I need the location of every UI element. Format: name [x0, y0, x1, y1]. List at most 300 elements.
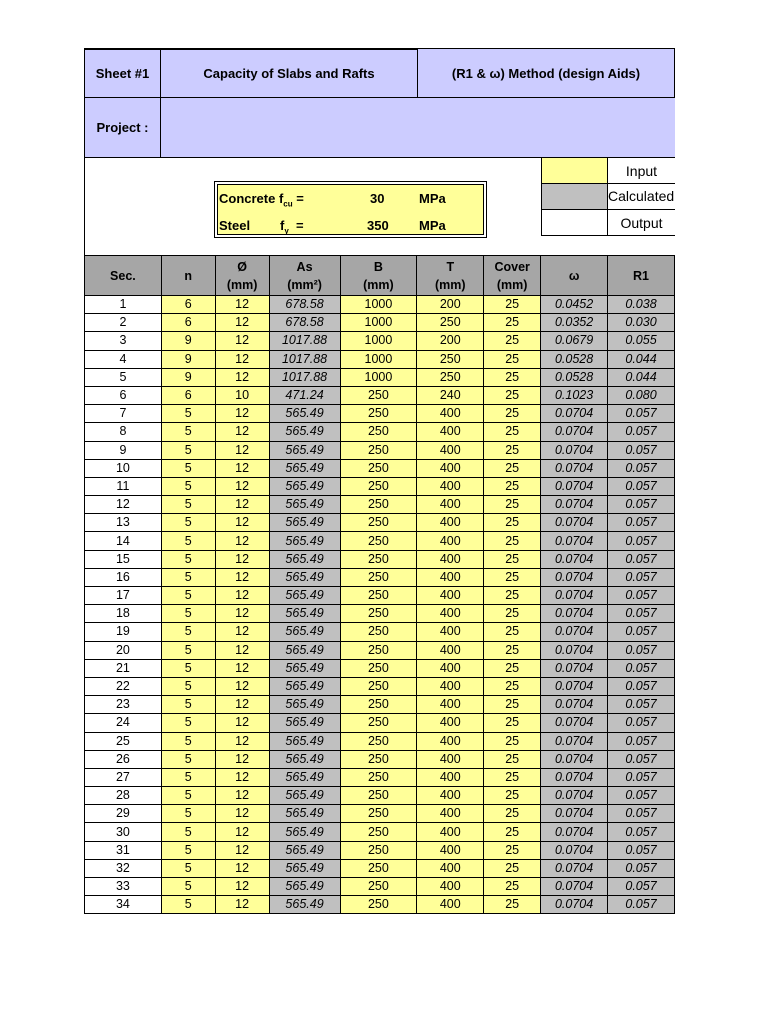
cell-cover[interactable]: 25 [484, 823, 541, 841]
cell-sec[interactable]: 8 [85, 423, 162, 441]
cell-cover[interactable]: 25 [484, 423, 541, 441]
cell-t[interactable]: 400 [417, 859, 484, 877]
cell-t[interactable]: 400 [417, 805, 484, 823]
cell-sec[interactable]: 15 [85, 550, 162, 568]
cell-sec[interactable]: 11 [85, 477, 162, 495]
cell-as[interactable]: 565.49 [269, 696, 340, 714]
cell-t[interactable]: 400 [417, 587, 484, 605]
cell-n[interactable]: 5 [161, 750, 215, 768]
cell-r1[interactable]: 0.030 [608, 314, 675, 332]
cell-omega[interactable]: 0.0704 [541, 732, 608, 750]
cell-cover[interactable]: 25 [484, 550, 541, 568]
cell-sec[interactable]: 17 [85, 587, 162, 605]
cell-cover[interactable]: 25 [484, 787, 541, 805]
col-header-n[interactable]: n [161, 256, 215, 296]
cell-n[interactable]: 5 [161, 605, 215, 623]
cell-omega[interactable]: 0.0704 [541, 805, 608, 823]
cell-b[interactable]: 250 [340, 405, 417, 423]
cell-sec[interactable]: 3 [85, 332, 162, 350]
cell-r1[interactable]: 0.057 [608, 878, 675, 896]
cell-b[interactable]: 1000 [340, 368, 417, 386]
cell-t[interactable]: 400 [417, 896, 484, 914]
cell-diameter[interactable]: 12 [215, 296, 269, 314]
cell-diameter[interactable]: 12 [215, 532, 269, 550]
cell-b[interactable]: 250 [340, 677, 417, 695]
cell-omega[interactable]: 0.0704 [541, 859, 608, 877]
cell-n[interactable]: 6 [161, 314, 215, 332]
cell-b[interactable]: 250 [340, 532, 417, 550]
cell-sec[interactable]: 9 [85, 441, 162, 459]
cell-cover[interactable]: 25 [484, 696, 541, 714]
cell-diameter[interactable]: 12 [215, 859, 269, 877]
cell-b[interactable]: 1000 [340, 296, 417, 314]
cell-r1[interactable]: 0.057 [608, 696, 675, 714]
cell-diameter[interactable]: 12 [215, 550, 269, 568]
cell-cover[interactable]: 25 [484, 441, 541, 459]
cell-n[interactable]: 5 [161, 787, 215, 805]
cell-omega[interactable]: 0.0704 [541, 878, 608, 896]
sheet-number-cell[interactable] [84, 48, 161, 98]
cell-as[interactable]: 565.49 [269, 896, 340, 914]
cell-diameter[interactable]: 12 [215, 696, 269, 714]
cell-sec[interactable]: 20 [85, 641, 162, 659]
col-header-omega[interactable]: ω [541, 256, 608, 296]
cell-omega[interactable]: 0.0352 [541, 314, 608, 332]
cell-t[interactable]: 400 [417, 750, 484, 768]
cell-sec[interactable]: 30 [85, 823, 162, 841]
cell-as[interactable]: 565.49 [269, 550, 340, 568]
cell-b[interactable]: 250 [340, 859, 417, 877]
cell-diameter[interactable]: 12 [215, 896, 269, 914]
cell-cover[interactable]: 25 [484, 568, 541, 586]
cell-omega[interactable]: 0.0704 [541, 750, 608, 768]
cell-n[interactable]: 5 [161, 550, 215, 568]
cell-t[interactable]: 250 [417, 314, 484, 332]
cell-sec[interactable]: 23 [85, 696, 162, 714]
cell-t[interactable]: 250 [417, 350, 484, 368]
cell-cover[interactable]: 25 [484, 332, 541, 350]
steel-row[interactable] [218, 213, 483, 238]
cell-t[interactable]: 400 [417, 641, 484, 659]
cell-r1[interactable]: 0.057 [608, 459, 675, 477]
cell-n[interactable]: 5 [161, 714, 215, 732]
cell-r1[interactable]: 0.057 [608, 568, 675, 586]
cell-omega[interactable]: 0.0704 [541, 532, 608, 550]
cell-t[interactable]: 250 [417, 368, 484, 386]
cell-omega[interactable]: 0.0704 [541, 605, 608, 623]
cell-sec[interactable]: 26 [85, 750, 162, 768]
cell-as[interactable]: 678.58 [269, 296, 340, 314]
cell-as[interactable]: 565.49 [269, 477, 340, 495]
cell-as[interactable]: 678.58 [269, 314, 340, 332]
cell-r1[interactable]: 0.044 [608, 350, 675, 368]
col-header-cover[interactable]: Cover (mm) [484, 256, 541, 296]
cell-cover[interactable]: 25 [484, 368, 541, 386]
cell-t[interactable]: 400 [417, 677, 484, 695]
cell-cover[interactable]: 25 [484, 732, 541, 750]
cell-omega[interactable]: 0.0704 [541, 768, 608, 786]
cell-as[interactable]: 1017.88 [269, 350, 340, 368]
cell-as[interactable]: 565.49 [269, 750, 340, 768]
cell-omega[interactable]: 0.0704 [541, 896, 608, 914]
cell-t[interactable]: 400 [417, 423, 484, 441]
cell-r1[interactable]: 0.057 [608, 768, 675, 786]
cell-b[interactable]: 250 [340, 732, 417, 750]
cell-diameter[interactable]: 12 [215, 605, 269, 623]
cell-diameter[interactable]: 12 [215, 514, 269, 532]
cell-n[interactable]: 6 [161, 296, 215, 314]
cell-b[interactable]: 250 [340, 878, 417, 896]
cell-b[interactable]: 250 [340, 696, 417, 714]
cell-as[interactable]: 565.49 [269, 659, 340, 677]
cell-sec[interactable]: 6 [85, 386, 162, 404]
cell-sec[interactable]: 1 [85, 296, 162, 314]
cell-b[interactable]: 250 [340, 805, 417, 823]
cell-n[interactable]: 6 [161, 386, 215, 404]
cell-cover[interactable]: 25 [484, 896, 541, 914]
cell-sec[interactable]: 13 [85, 514, 162, 532]
cell-omega[interactable]: 0.0704 [541, 423, 608, 441]
cell-b[interactable]: 250 [340, 514, 417, 532]
cell-r1[interactable]: 0.057 [608, 587, 675, 605]
cell-t[interactable]: 400 [417, 605, 484, 623]
cell-n[interactable]: 5 [161, 459, 215, 477]
cell-b[interactable]: 1000 [340, 332, 417, 350]
cell-t[interactable]: 400 [417, 514, 484, 532]
cell-t[interactable]: 240 [417, 386, 484, 404]
cell-t[interactable]: 400 [417, 459, 484, 477]
cell-as[interactable]: 565.49 [269, 459, 340, 477]
cell-diameter[interactable]: 12 [215, 477, 269, 495]
cell-omega[interactable]: 0.0704 [541, 587, 608, 605]
cell-b[interactable]: 250 [340, 714, 417, 732]
cell-as[interactable]: 565.49 [269, 677, 340, 695]
cell-diameter[interactable]: 12 [215, 750, 269, 768]
cell-omega[interactable]: 0.0528 [541, 350, 608, 368]
cell-r1[interactable]: 0.057 [608, 859, 675, 877]
cell-as[interactable]: 565.49 [269, 423, 340, 441]
cell-omega[interactable]: 0.0704 [541, 405, 608, 423]
project-label-cell[interactable] [84, 97, 161, 158]
cell-n[interactable]: 5 [161, 878, 215, 896]
cell-t[interactable]: 400 [417, 768, 484, 786]
cell-sec[interactable]: 16 [85, 568, 162, 586]
cell-b[interactable]: 250 [340, 568, 417, 586]
cell-b[interactable]: 250 [340, 605, 417, 623]
cell-sec[interactable]: 33 [85, 878, 162, 896]
cell-n[interactable]: 5 [161, 641, 215, 659]
cell-as[interactable]: 565.49 [269, 441, 340, 459]
cell-diameter[interactable]: 12 [215, 441, 269, 459]
cell-b[interactable]: 250 [340, 823, 417, 841]
col-header-diameter[interactable]: Ø (mm) [215, 256, 269, 296]
cell-t[interactable]: 400 [417, 550, 484, 568]
cell-cover[interactable]: 25 [484, 859, 541, 877]
cell-as[interactable]: 565.49 [269, 532, 340, 550]
cell-b[interactable]: 250 [340, 441, 417, 459]
cell-as[interactable]: 1017.88 [269, 332, 340, 350]
cell-n[interactable]: 9 [161, 350, 215, 368]
cell-omega[interactable]: 0.0704 [541, 441, 608, 459]
cell-as[interactable]: 565.49 [269, 496, 340, 514]
cell-n[interactable]: 5 [161, 514, 215, 532]
title-cell[interactable] [160, 48, 418, 98]
method-cell[interactable] [417, 48, 675, 98]
cell-omega[interactable]: 0.0704 [541, 568, 608, 586]
cell-cover[interactable]: 25 [484, 750, 541, 768]
cell-omega[interactable]: 0.0704 [541, 823, 608, 841]
cell-diameter[interactable]: 12 [215, 659, 269, 677]
cell-n[interactable]: 9 [161, 368, 215, 386]
cell-diameter[interactable]: 12 [215, 350, 269, 368]
cell-cover[interactable]: 25 [484, 659, 541, 677]
cell-cover[interactable]: 25 [484, 587, 541, 605]
cell-as[interactable]: 565.49 [269, 823, 340, 841]
cell-as[interactable]: 565.49 [269, 805, 340, 823]
col-header-b[interactable]: B (mm) [340, 256, 417, 296]
cell-n[interactable]: 5 [161, 659, 215, 677]
cell-diameter[interactable]: 12 [215, 623, 269, 641]
cell-t[interactable]: 400 [417, 878, 484, 896]
cell-r1[interactable]: 0.080 [608, 386, 675, 404]
cell-n[interactable]: 5 [161, 696, 215, 714]
cell-diameter[interactable]: 12 [215, 677, 269, 695]
cell-b[interactable]: 250 [340, 841, 417, 859]
cell-t[interactable]: 400 [417, 823, 484, 841]
cell-n[interactable]: 5 [161, 823, 215, 841]
cell-diameter[interactable]: 12 [215, 768, 269, 786]
cell-omega[interactable]: 0.0704 [541, 623, 608, 641]
cell-n[interactable]: 5 [161, 496, 215, 514]
cell-t[interactable]: 400 [417, 532, 484, 550]
cell-omega[interactable]: 0.0704 [541, 677, 608, 695]
cell-r1[interactable]: 0.055 [608, 332, 675, 350]
cell-r1[interactable]: 0.057 [608, 732, 675, 750]
cell-sec[interactable]: 34 [85, 896, 162, 914]
cell-diameter[interactable]: 12 [215, 805, 269, 823]
cell-b[interactable]: 250 [340, 641, 417, 659]
cell-b[interactable]: 250 [340, 623, 417, 641]
cell-b[interactable]: 250 [340, 423, 417, 441]
cell-as[interactable]: 565.49 [269, 859, 340, 877]
cell-as[interactable]: 565.49 [269, 641, 340, 659]
cell-as[interactable]: 471.24 [269, 386, 340, 404]
cell-omega[interactable]: 0.0704 [541, 659, 608, 677]
cell-n[interactable]: 5 [161, 805, 215, 823]
cell-b[interactable]: 1000 [340, 314, 417, 332]
cell-as[interactable]: 565.49 [269, 605, 340, 623]
cell-as[interactable]: 1017.88 [269, 368, 340, 386]
cell-n[interactable]: 5 [161, 732, 215, 750]
cell-t[interactable]: 400 [417, 696, 484, 714]
cell-r1[interactable]: 0.057 [608, 514, 675, 532]
cell-n[interactable]: 5 [161, 587, 215, 605]
cell-omega[interactable]: 0.0704 [541, 459, 608, 477]
cell-r1[interactable]: 0.057 [608, 441, 675, 459]
cell-cover[interactable]: 25 [484, 477, 541, 495]
cell-r1[interactable]: 0.057 [608, 641, 675, 659]
cell-r1[interactable]: 0.057 [608, 605, 675, 623]
cell-r1[interactable]: 0.038 [608, 296, 675, 314]
cell-b[interactable]: 250 [340, 550, 417, 568]
cell-sec[interactable]: 21 [85, 659, 162, 677]
cell-omega[interactable]: 0.0704 [541, 641, 608, 659]
cell-as[interactable]: 565.49 [269, 405, 340, 423]
cell-r1[interactable]: 0.057 [608, 805, 675, 823]
cell-r1[interactable]: 0.057 [608, 896, 675, 914]
cell-omega[interactable]: 0.0452 [541, 296, 608, 314]
cell-r1[interactable]: 0.057 [608, 423, 675, 441]
cell-r1[interactable]: 0.057 [608, 623, 675, 641]
cell-cover[interactable]: 25 [484, 386, 541, 404]
cell-cover[interactable]: 25 [484, 496, 541, 514]
cell-n[interactable]: 5 [161, 896, 215, 914]
cell-cover[interactable]: 25 [484, 768, 541, 786]
cell-sec[interactable]: 25 [85, 732, 162, 750]
cell-cover[interactable]: 25 [484, 605, 541, 623]
cell-cover[interactable]: 25 [484, 459, 541, 477]
cell-t[interactable]: 400 [417, 841, 484, 859]
cell-omega[interactable]: 0.0704 [541, 787, 608, 805]
cell-b[interactable]: 1000 [340, 350, 417, 368]
cell-sec[interactable]: 10 [85, 459, 162, 477]
cell-n[interactable]: 5 [161, 568, 215, 586]
cell-sec[interactable]: 32 [85, 859, 162, 877]
cell-cover[interactable]: 25 [484, 514, 541, 532]
col-header-sec[interactable]: Sec. [85, 256, 162, 296]
cell-omega[interactable]: 0.0704 [541, 841, 608, 859]
cell-as[interactable]: 565.49 [269, 787, 340, 805]
cell-omega[interactable]: 0.0704 [541, 696, 608, 714]
cell-b[interactable]: 250 [340, 896, 417, 914]
cell-cover[interactable]: 25 [484, 841, 541, 859]
cell-cover[interactable]: 25 [484, 714, 541, 732]
cell-as[interactable]: 565.49 [269, 568, 340, 586]
cell-as[interactable]: 565.49 [269, 587, 340, 605]
cell-diameter[interactable]: 12 [215, 823, 269, 841]
cell-r1[interactable]: 0.057 [608, 714, 675, 732]
cell-r1[interactable]: 0.057 [608, 532, 675, 550]
cell-n[interactable]: 5 [161, 405, 215, 423]
cell-diameter[interactable]: 12 [215, 459, 269, 477]
cell-t[interactable]: 200 [417, 332, 484, 350]
cell-omega[interactable]: 0.0704 [541, 550, 608, 568]
cell-t[interactable]: 400 [417, 405, 484, 423]
cell-cover[interactable]: 25 [484, 878, 541, 896]
cell-omega[interactable]: 0.0679 [541, 332, 608, 350]
cell-t[interactable]: 400 [417, 623, 484, 641]
cell-r1[interactable]: 0.057 [608, 677, 675, 695]
cell-diameter[interactable]: 12 [215, 587, 269, 605]
cell-n[interactable]: 5 [161, 477, 215, 495]
cell-n[interactable]: 5 [161, 532, 215, 550]
cell-sec[interactable]: 14 [85, 532, 162, 550]
col-header-t[interactable]: T (mm) [417, 256, 484, 296]
cell-r1[interactable]: 0.057 [608, 750, 675, 768]
cell-b[interactable]: 250 [340, 768, 417, 786]
cell-sec[interactable]: 29 [85, 805, 162, 823]
cell-cover[interactable]: 25 [484, 805, 541, 823]
cell-diameter[interactable]: 12 [215, 314, 269, 332]
cell-diameter[interactable]: 12 [215, 368, 269, 386]
cell-omega[interactable]: 0.0704 [541, 496, 608, 514]
cell-b[interactable]: 250 [340, 459, 417, 477]
cell-b[interactable]: 250 [340, 477, 417, 495]
cell-b[interactable]: 250 [340, 659, 417, 677]
cell-omega[interactable]: 0.0528 [541, 368, 608, 386]
cell-diameter[interactable]: 10 [215, 386, 269, 404]
cell-as[interactable]: 565.49 [269, 714, 340, 732]
cell-omega[interactable]: 0.0704 [541, 514, 608, 532]
project-input-cell[interactable] [160, 97, 675, 158]
cell-sec[interactable]: 19 [85, 623, 162, 641]
cell-omega[interactable]: 0.0704 [541, 714, 608, 732]
cell-t[interactable]: 400 [417, 659, 484, 677]
cell-diameter[interactable]: 12 [215, 423, 269, 441]
cell-diameter[interactable]: 12 [215, 714, 269, 732]
cell-r1[interactable]: 0.057 [608, 496, 675, 514]
cell-r1[interactable]: 0.057 [608, 550, 675, 568]
concrete-row[interactable] [218, 186, 483, 211]
cell-t[interactable]: 400 [417, 496, 484, 514]
cell-b[interactable]: 250 [340, 386, 417, 404]
cell-sec[interactable]: 5 [85, 368, 162, 386]
cell-n[interactable]: 5 [161, 768, 215, 786]
cell-b[interactable]: 250 [340, 587, 417, 605]
cell-cover[interactable]: 25 [484, 677, 541, 695]
cell-sec[interactable]: 7 [85, 405, 162, 423]
cell-cover[interactable]: 25 [484, 405, 541, 423]
cell-omega[interactable]: 0.0704 [541, 477, 608, 495]
cell-r1[interactable]: 0.057 [608, 823, 675, 841]
cell-b[interactable]: 250 [340, 750, 417, 768]
cell-sec[interactable]: 31 [85, 841, 162, 859]
cell-as[interactable]: 565.49 [269, 514, 340, 532]
cell-diameter[interactable]: 12 [215, 496, 269, 514]
cell-sec[interactable]: 4 [85, 350, 162, 368]
cell-t[interactable]: 400 [417, 787, 484, 805]
cell-diameter[interactable]: 12 [215, 841, 269, 859]
cell-diameter[interactable]: 12 [215, 641, 269, 659]
cell-diameter[interactable]: 12 [215, 332, 269, 350]
cell-b[interactable]: 250 [340, 496, 417, 514]
cell-r1[interactable]: 0.057 [608, 477, 675, 495]
cell-n[interactable]: 5 [161, 859, 215, 877]
cell-as[interactable]: 565.49 [269, 623, 340, 641]
cell-r1[interactable]: 0.057 [608, 841, 675, 859]
cell-diameter[interactable]: 12 [215, 732, 269, 750]
cell-cover[interactable]: 25 [484, 623, 541, 641]
cell-sec[interactable]: 22 [85, 677, 162, 695]
cell-n[interactable]: 5 [161, 841, 215, 859]
cell-diameter[interactable]: 12 [215, 787, 269, 805]
cell-t[interactable]: 400 [417, 714, 484, 732]
col-header-as[interactable]: As (mm²) [269, 256, 340, 296]
cell-r1[interactable]: 0.044 [608, 368, 675, 386]
col-header-r1[interactable]: R1 [608, 256, 675, 296]
cell-sec[interactable]: 18 [85, 605, 162, 623]
cell-cover[interactable]: 25 [484, 350, 541, 368]
cell-as[interactable]: 565.49 [269, 768, 340, 786]
cell-n[interactable]: 5 [161, 423, 215, 441]
cell-t[interactable]: 400 [417, 477, 484, 495]
cell-t[interactable]: 400 [417, 568, 484, 586]
cell-n[interactable]: 9 [161, 332, 215, 350]
cell-as[interactable]: 565.49 [269, 878, 340, 896]
cell-r1[interactable]: 0.057 [608, 787, 675, 805]
cell-diameter[interactable]: 12 [215, 568, 269, 586]
cell-t[interactable]: 400 [417, 732, 484, 750]
